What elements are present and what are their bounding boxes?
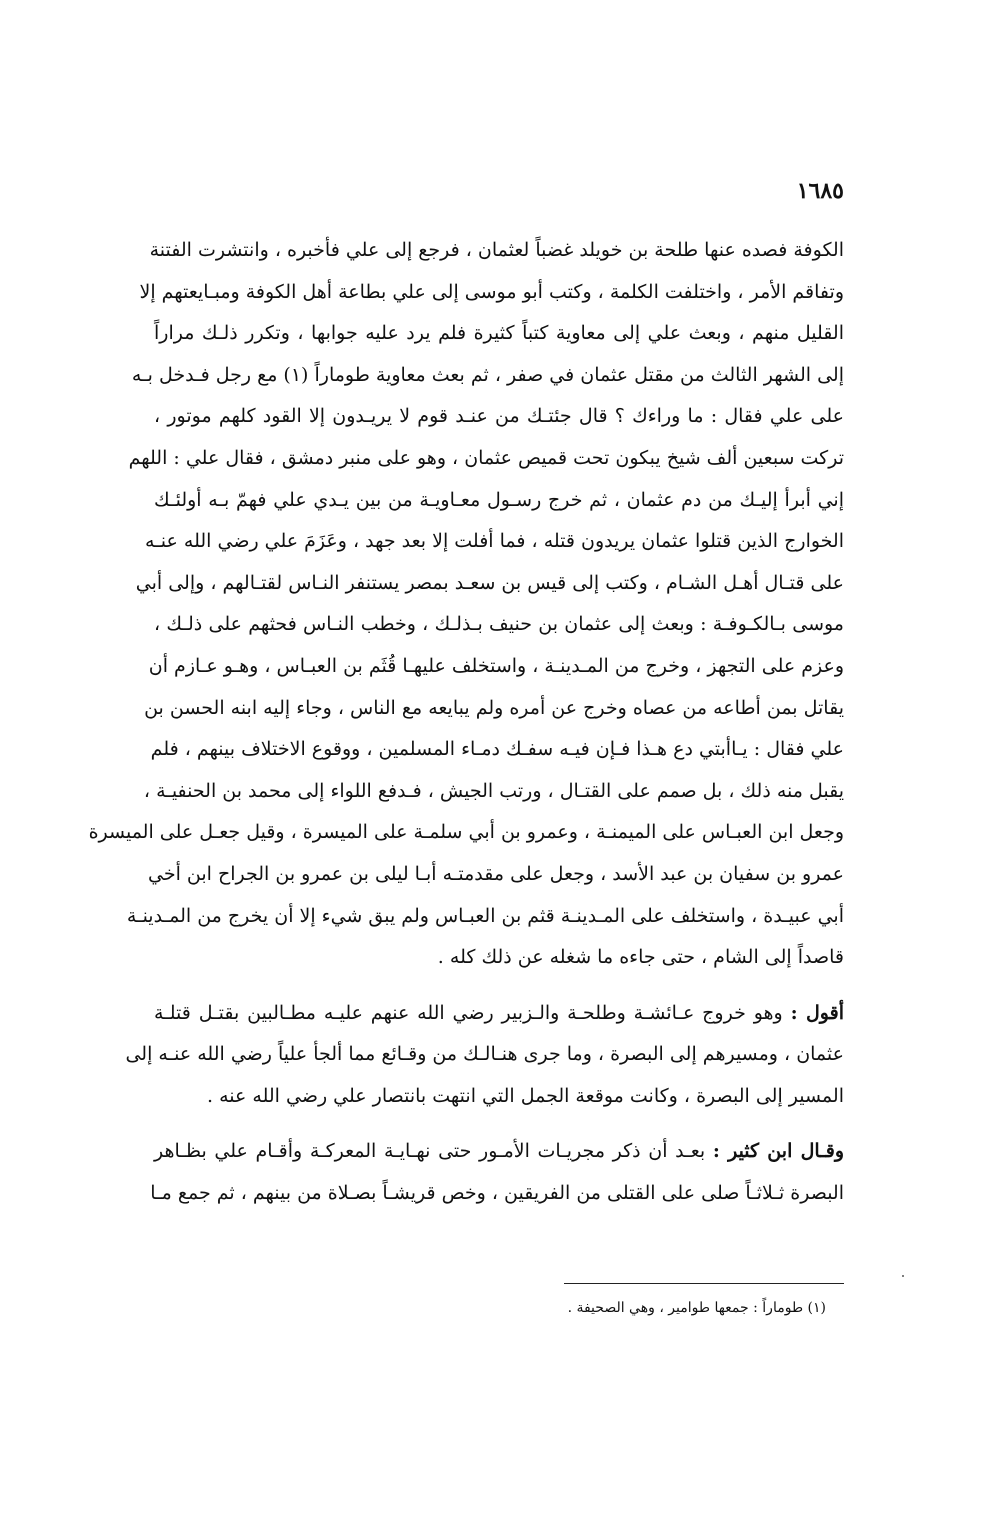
text-line: تركت سبعين ألف شيخ يبكون تحت قميص عثمان ، وهو على منبر دمشق ، فقال علي : اللهم (128, 446, 844, 469)
body-text (88, 230, 844, 1215)
text-line: الكوفة فصده عنها طلحة بن خويلد غضباً لعثمان ، فرجع إلى علي فأخبره ، وانتشرت الفتنة (149, 239, 844, 261)
text-line: إني أبرأ إليـك من دم عثمان ، ثم خرج رسـول معـاويـة من بين يـدي علي فهمّ بـه أولئـك (154, 488, 844, 511)
paragraph-lead: أقول : (790, 1001, 844, 1024)
paragraph-lead: وقـال ابن كثير : (712, 1140, 844, 1163)
page-number: ١٦٨٥ (796, 178, 844, 204)
text-line: وجعل ابن العبـاس على الميمنـة ، وعمرو بن أبي سلمـة على الميسرة ، وقيل جعـل على الميسرة (88, 821, 844, 844)
text-line: يقاتل بمن أطاعه من عصاه وخرج عن أمره ولم يبايعه مع الناس ، وجاء إليه ابنه الحسن بن (144, 696, 844, 719)
paragraph-3 (150, 1131, 844, 1214)
text-line: الخوارج الذين قتلوا عثمان يريدون قتله ، فما أفلت إلا بعد جهد ، وعَزَمَ علي رضي الله عنـه (145, 530, 844, 553)
paragraph-1 (88, 230, 844, 979)
text-line: موسى بـالكـوفـة : وبعث إلى عثمان بن حنيف بـذلـك ، وخطب النـاس فحثهم على ذلـك ، (154, 613, 844, 636)
text-line: على قتـال أهـل الشـام ، وكتب إلى قيس بن سعـد بمصر يستنفر النـاس لقتـالهم ، وإلى أبي (135, 571, 844, 594)
text-line: إلى الشهر الثالث من مقتل عثمان في صفر ، ثم بعث معاوية طوماراً (١) مع رجل فـدخل بـه (131, 363, 844, 386)
text-line: علي فقال : يـاأبتي دع هـذا فـإن فيـه سفـك دمـاء المسلمين ، ووقوع الاختلاف بينهم ، فلم (150, 738, 844, 761)
text-line: وتفاقم الأمر ، واختلفت الكلمة ، وكتب أبو موسى إلى علي بطاعة أهل الكوفة ومبـايعتهم إلا (139, 280, 844, 303)
text-line: قاصداً إلى الشام ، حتى جاءه ما شغله عن ذلك كله . (437, 946, 844, 969)
text-span: وهو خروج عـائشـة وطلحـة والـزبير رضي الله عنهم عليـه مطـالبين بقتـل قتلـة (154, 1001, 791, 1024)
scan-speck (902, 1275, 904, 1277)
text-line: وعزم على التجهز ، وخرج من المـدينـة ، واستخلف عليهـا قُثَم بن العبـاس ، وهـو عـازم أن (148, 654, 844, 677)
text-line: يقبل منه ذلك ، بل صمم على القتـال ، ورتب الجيش ، فـدفع اللواء إلى محمد بن الحنفيـة ، (143, 779, 844, 802)
text-line: أبي عبيـدة ، واستخلف على المـدينـة قثم بن العبـاس ولم يبق شيء إلا أن يخرج من المـدينـة (126, 904, 844, 927)
text-line: البصرة ثـلاثـاً صلى على القتلى من الفريقين ، وخص قريشـاً بصـلاة من بينهم ، ثم جمع مـا (150, 1182, 844, 1205)
footnote: (١) طوماراً : جمعها طوامير ، وهي الصحيفة . (567, 1300, 826, 1316)
footnote-divider (564, 1283, 844, 1284)
paragraph-2 (125, 993, 844, 1118)
text-line: المسير إلى البصرة ، وكانت موقعة الجمل التي انتهت بانتصار علي رضي الله عنه . (207, 1084, 844, 1107)
text-span: بعـد أن ذكر مجريـات الأمـور حتى نهـايـة المعركـة وأقـام علي بظـاهر (154, 1140, 713, 1163)
text-line: على علي فقال : ما وراءك ؟ قال جئتـك من عنـد قوم لا يريـدون إلا القود كلهم موتور ، (154, 405, 844, 428)
text-line: عثمان ، ومسيرهم إلى البصرة ، وما جرى هنـالـك من وقـائع مما ألجأ علياً رضي الله عنـه إلى (125, 1043, 844, 1066)
text-line (154, 1131, 844, 1173)
text-line (154, 993, 844, 1035)
text-line: القليل منهم ، وبعث علي إلى معاوية كتباً كثيرة فلم يرد عليه جوابها ، وتكرر ذلـك مراراً (154, 322, 844, 345)
text-line: عمرو بن سفيان بن عبد الأسد ، وجعل على مقدمتـه أبـا ليلى بن عمرو بن الجراح ابن أخي (147, 862, 844, 885)
